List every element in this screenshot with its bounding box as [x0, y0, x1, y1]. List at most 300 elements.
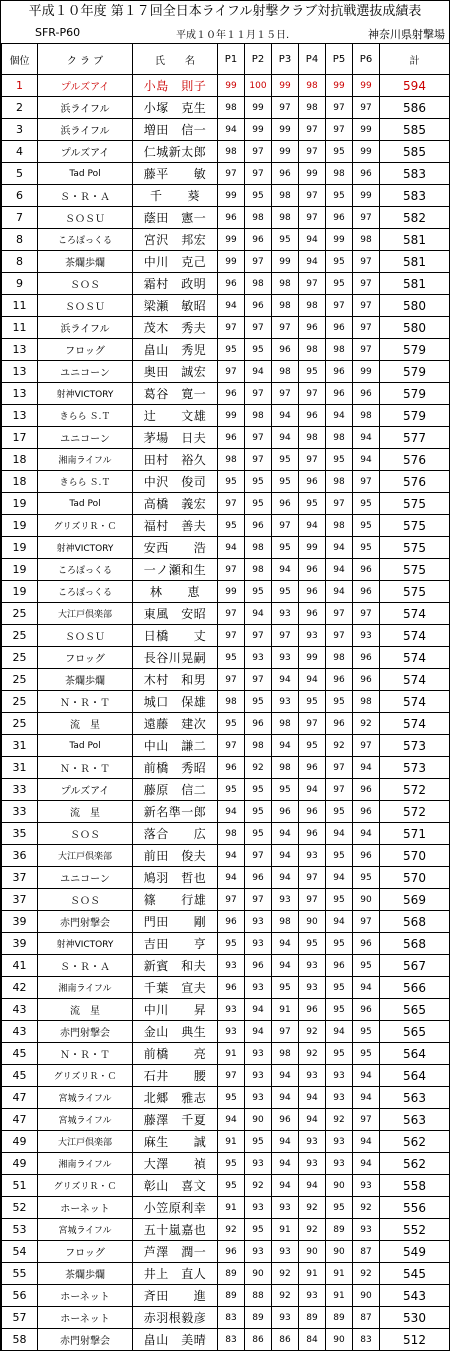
score-p2-cell: 95 [245, 493, 272, 515]
score-p1-cell: 94 [218, 119, 245, 141]
name-cell: 福村 善夫 [133, 515, 218, 537]
score-p4-cell: 95 [299, 933, 326, 955]
score-p6-cell: 94 [353, 1065, 380, 1087]
score-p5-cell: 94 [326, 559, 353, 581]
score-p3-cell: 95 [272, 471, 299, 493]
header-club: ク ラ ブ [38, 44, 133, 75]
score-p5-cell: 97 [326, 625, 353, 647]
club-cell: フロッグ [38, 339, 133, 361]
score-p5-cell: 95 [326, 185, 353, 207]
score-p2-cell: 97 [245, 845, 272, 867]
club-cell: ころぽっくる [38, 581, 133, 603]
rank-cell: 33 [2, 801, 38, 823]
name-cell: 奥田 誠宏 [133, 361, 218, 383]
score-p2-cell: 97 [245, 669, 272, 691]
name-cell: 畠山 美晴 [133, 1329, 218, 1351]
score-p5-cell: 95 [326, 999, 353, 1021]
score-p6-cell: 98 [353, 229, 380, 251]
score-p5-cell: 96 [326, 361, 353, 383]
table-header [2, 44, 450, 75]
table-row [2, 1329, 450, 1351]
score-p5-cell: 89 [326, 1219, 353, 1241]
score-p5-cell: 98 [326, 515, 353, 537]
table-row [2, 1285, 450, 1307]
club-cell: Ｎ・Ｒ・Ｔ [38, 757, 133, 779]
score-p4-cell: 97 [299, 119, 326, 141]
score-p6-cell: 97 [353, 295, 380, 317]
score-p6-cell: 95 [353, 867, 380, 889]
score-p1-cell: 95 [218, 471, 245, 493]
club-cell: 浜ライフル [38, 97, 133, 119]
score-p3-cell: 94 [272, 405, 299, 427]
score-p6-cell: 94 [353, 757, 380, 779]
club-cell: 大江戸倶楽部 [38, 1131, 133, 1153]
rank-cell: 49 [2, 1131, 38, 1153]
club-cell: ＳＯＳＵ [38, 295, 133, 317]
table-row [2, 911, 450, 933]
name-cell: 大澤 禎 [133, 1153, 218, 1175]
rank-cell: 13 [2, 405, 38, 427]
club-cell: Tad Pol [38, 735, 133, 757]
header-total: 計 [380, 44, 450, 75]
score-p6-cell: 93 [353, 1219, 380, 1241]
rank-cell: 54 [2, 1241, 38, 1263]
score-p1-cell: 96 [218, 273, 245, 295]
table-row [2, 141, 450, 163]
score-p1-cell: 96 [218, 977, 245, 999]
club-cell: プルズアイ [38, 75, 133, 97]
score-p2-cell: 99 [245, 97, 272, 119]
table-row [2, 1153, 450, 1175]
score-p6-cell: 92 [353, 1197, 380, 1219]
total-cell: 556 [380, 1197, 450, 1219]
score-p2-cell: 98 [245, 207, 272, 229]
score-p2-cell: 86 [245, 1329, 272, 1351]
table-row [2, 339, 450, 361]
score-p3-cell: 98 [272, 273, 299, 295]
table-row [2, 1131, 450, 1153]
total-cell: 543 [380, 1285, 450, 1307]
table-row [2, 185, 450, 207]
table-row [2, 1043, 450, 1065]
score-p2-cell: 96 [245, 867, 272, 889]
name-cell: 遠藤 建次 [133, 713, 218, 735]
score-p4-cell: 96 [299, 471, 326, 493]
table-row [2, 537, 450, 559]
total-cell: 552 [380, 1219, 450, 1241]
table-row [2, 317, 450, 339]
score-p4-cell: 94 [299, 1175, 326, 1197]
score-p5-cell: 90 [326, 1175, 353, 1197]
rank-cell: 39 [2, 933, 38, 955]
score-p6-cell: 97 [353, 207, 380, 229]
score-p3-cell: 92 [272, 1263, 299, 1285]
table-row [2, 471, 450, 493]
score-p2-cell: 98 [245, 559, 272, 581]
score-p6-cell: 97 [353, 735, 380, 757]
name-cell: 斉田 進 [133, 1285, 218, 1307]
score-p5-cell: 92 [326, 735, 353, 757]
score-p1-cell: 97 [218, 493, 245, 515]
score-p3-cell: 96 [272, 339, 299, 361]
rank-cell: 31 [2, 735, 38, 757]
table-row [2, 867, 450, 889]
score-p6-cell: 96 [353, 669, 380, 691]
rank-cell: 13 [2, 339, 38, 361]
rank-cell: 41 [2, 955, 38, 977]
total-cell: 574 [380, 669, 450, 691]
total-cell: 572 [380, 779, 450, 801]
club-cell: ホーネット [38, 1197, 133, 1219]
score-p4-cell: 96 [299, 823, 326, 845]
score-p4-cell: 93 [299, 1065, 326, 1087]
name-cell: 仁城新太郎 [133, 141, 218, 163]
score-p2-cell: 98 [245, 735, 272, 757]
score-p5-cell: 94 [326, 911, 353, 933]
score-p5-cell: 90 [326, 1329, 353, 1351]
table-row [2, 669, 450, 691]
rank-cell: 19 [2, 559, 38, 581]
club-cell: ユニコーン [38, 427, 133, 449]
rank-cell: 25 [2, 713, 38, 735]
score-p3-cell: 98 [272, 207, 299, 229]
score-p3-cell: 98 [272, 361, 299, 383]
rank-cell: 57 [2, 1307, 38, 1329]
table-row [2, 691, 450, 713]
score-p6-cell: 93 [353, 1175, 380, 1197]
rank-cell: 51 [2, 1175, 38, 1197]
rank-cell: 47 [2, 1109, 38, 1131]
score-p5-cell: 95 [326, 977, 353, 999]
total-cell: 581 [380, 273, 450, 295]
name-cell: 篠 行雄 [133, 889, 218, 911]
total-cell: 576 [380, 449, 450, 471]
score-p1-cell: 97 [218, 889, 245, 911]
score-p2-cell: 93 [245, 1197, 272, 1219]
score-p4-cell: 95 [299, 691, 326, 713]
name-cell: 赤羽根毅彦 [133, 1307, 218, 1329]
score-p3-cell: 98 [272, 713, 299, 735]
club-cell: 流 星 [38, 999, 133, 1021]
rank-cell: 19 [2, 493, 38, 515]
name-cell: 藤澤 千夏 [133, 1109, 218, 1131]
score-p2-cell: 96 [245, 955, 272, 977]
name-cell: 芦澤 潤一 [133, 1241, 218, 1263]
score-p1-cell: 99 [218, 405, 245, 427]
rank-cell: 17 [2, 427, 38, 449]
score-p1-cell: 97 [218, 317, 245, 339]
table-row [2, 1307, 450, 1329]
score-p6-cell: 95 [353, 955, 380, 977]
score-p4-cell: 94 [299, 251, 326, 273]
score-p1-cell: 96 [218, 757, 245, 779]
score-p4-cell: 90 [299, 1241, 326, 1263]
score-p5-cell: 98 [326, 339, 353, 361]
score-p4-cell: 94 [299, 1109, 326, 1131]
name-cell: 藤平 敏 [133, 163, 218, 185]
club-cell: 茶爛歩爛 [38, 669, 133, 691]
score-p6-cell: 99 [353, 141, 380, 163]
club-cell: Ｓ・Ｒ・Ａ [38, 185, 133, 207]
table-row [2, 735, 450, 757]
total-cell: 570 [380, 845, 450, 867]
score-p6-cell: 95 [353, 1021, 380, 1043]
total-cell: 579 [380, 383, 450, 405]
name-cell: 一ノ瀬和生 [133, 559, 218, 581]
total-cell: 549 [380, 1241, 450, 1263]
score-p6-cell: 96 [353, 999, 380, 1021]
rank-cell: 47 [2, 1087, 38, 1109]
score-p1-cell: 97 [218, 603, 245, 625]
score-p5-cell: 95 [326, 889, 353, 911]
score-p3-cell: 98 [272, 911, 299, 933]
name-cell: 小笠原利幸 [133, 1197, 218, 1219]
total-cell: 564 [380, 1065, 450, 1087]
total-cell: 581 [380, 229, 450, 251]
score-p4-cell: 93 [299, 1131, 326, 1153]
score-p2-cell: 95 [245, 581, 272, 603]
score-p1-cell: 97 [218, 669, 245, 691]
score-p2-cell: 92 [245, 757, 272, 779]
name-cell: 新名準一郎 [133, 801, 218, 823]
name-cell: 蔭田 憲一 [133, 207, 218, 229]
table-row [2, 1219, 450, 1241]
score-p5-cell: 97 [326, 779, 353, 801]
club-cell: グリズリＲ・Ｃ [38, 1065, 133, 1087]
score-p6-cell: 97 [353, 603, 380, 625]
score-p5-cell: 90 [326, 1241, 353, 1263]
rank-cell: 25 [2, 669, 38, 691]
total-cell: 580 [380, 295, 450, 317]
name-cell: 高橋 義宏 [133, 493, 218, 515]
club-cell: ころぽっくる [38, 559, 133, 581]
score-p1-cell: 95 [218, 713, 245, 735]
score-p2-cell: 95 [245, 823, 272, 845]
score-p2-cell: 95 [245, 691, 272, 713]
score-p6-cell: 95 [353, 1043, 380, 1065]
header-p5: P5 [326, 44, 353, 75]
name-cell: 中沢 俊司 [133, 471, 218, 493]
score-p1-cell: 95 [218, 515, 245, 537]
total-cell: 563 [380, 1087, 450, 1109]
total-cell: 576 [380, 471, 450, 493]
name-cell: 畠山 秀児 [133, 339, 218, 361]
score-p6-cell: 94 [353, 977, 380, 999]
score-p1-cell: 95 [218, 933, 245, 955]
rank-cell: 25 [2, 625, 38, 647]
score-p1-cell: 98 [218, 449, 245, 471]
rank-cell: 3 [2, 119, 38, 141]
score-p1-cell: 83 [218, 1307, 245, 1329]
club-cell: ユニコーン [38, 867, 133, 889]
rank-cell: 19 [2, 515, 38, 537]
rank-cell: 33 [2, 779, 38, 801]
table-row [2, 273, 450, 295]
name-cell: 木村 和男 [133, 669, 218, 691]
score-p4-cell: 94 [299, 515, 326, 537]
score-p4-cell: 97 [299, 273, 326, 295]
score-p3-cell: 98 [272, 757, 299, 779]
score-p1-cell: 97 [218, 361, 245, 383]
rank-cell: 4 [2, 141, 38, 163]
table-row [2, 1263, 450, 1285]
score-p2-cell: 88 [245, 1285, 272, 1307]
club-cell: 流 星 [38, 801, 133, 823]
score-p1-cell: 95 [218, 779, 245, 801]
total-cell: 582 [380, 207, 450, 229]
score-p6-cell: 98 [353, 405, 380, 427]
score-p2-cell: 99 [245, 119, 272, 141]
table-row [2, 625, 450, 647]
score-p4-cell: 99 [299, 647, 326, 669]
score-p2-cell: 93 [245, 1087, 272, 1109]
name-cell: 小島 則子 [133, 75, 218, 97]
score-p3-cell: 96 [272, 801, 299, 823]
score-p3-cell: 95 [272, 537, 299, 559]
total-cell: 579 [380, 339, 450, 361]
score-p6-cell: 97 [353, 911, 380, 933]
score-p4-cell: 96 [299, 999, 326, 1021]
score-p2-cell: 93 [245, 911, 272, 933]
table-row [2, 251, 450, 273]
club-cell: ＳＯＳ [38, 889, 133, 911]
score-p3-cell: 93 [272, 647, 299, 669]
score-p6-cell: 99 [353, 361, 380, 383]
score-p3-cell: 98 [272, 295, 299, 317]
score-p2-cell: 94 [245, 603, 272, 625]
score-p6-cell: 96 [353, 163, 380, 185]
score-p4-cell: 98 [299, 339, 326, 361]
table-row [2, 1021, 450, 1043]
score-p4-cell: 95 [299, 735, 326, 757]
score-p1-cell: 97 [218, 735, 245, 757]
score-p3-cell: 93 [272, 1307, 299, 1329]
table-row [2, 801, 450, 823]
score-p4-cell: 93 [299, 845, 326, 867]
name-cell: 城口 保雄 [133, 691, 218, 713]
table-row [2, 1197, 450, 1219]
score-p5-cell: 95 [326, 1043, 353, 1065]
score-p3-cell: 97 [272, 317, 299, 339]
score-p3-cell: 94 [272, 933, 299, 955]
rank-cell: 8 [2, 229, 38, 251]
score-p6-cell: 97 [353, 339, 380, 361]
score-p5-cell: 99 [326, 75, 353, 97]
score-p5-cell: 95 [326, 933, 353, 955]
score-p6-cell: 96 [353, 933, 380, 955]
rank-cell: 2 [2, 97, 38, 119]
score-p2-cell: 93 [245, 1153, 272, 1175]
score-p3-cell: 99 [272, 119, 299, 141]
table-row [2, 889, 450, 911]
score-p2-cell: 98 [245, 537, 272, 559]
rank-cell: 25 [2, 603, 38, 625]
rank-cell: 9 [2, 273, 38, 295]
name-cell: 中川 昇 [133, 999, 218, 1021]
score-p5-cell: 93 [326, 1065, 353, 1087]
club-cell: 湘南ライフル [38, 977, 133, 999]
score-p6-cell: 97 [353, 251, 380, 273]
score-p1-cell: 94 [218, 801, 245, 823]
score-p3-cell: 94 [272, 1175, 299, 1197]
score-p4-cell: 97 [299, 889, 326, 911]
table-row-winner [2, 75, 450, 97]
rank-cell: 36 [2, 845, 38, 867]
rank-cell: 45 [2, 1043, 38, 1065]
score-p5-cell: 95 [326, 801, 353, 823]
score-p2-cell: 97 [245, 317, 272, 339]
score-p2-cell: 96 [245, 713, 272, 735]
total-cell: 579 [380, 361, 450, 383]
name-cell: 宮沢 邦宏 [133, 229, 218, 251]
rank-cell: 19 [2, 581, 38, 603]
rank-cell: 7 [2, 207, 38, 229]
score-p6-cell: 99 [353, 119, 380, 141]
score-p5-cell: 92 [326, 1109, 353, 1131]
score-p6-cell: 90 [353, 1285, 380, 1307]
event-date: 平成１０年１１月１５日. [176, 30, 290, 41]
score-p4-cell: 96 [299, 757, 326, 779]
score-p5-cell: 94 [326, 867, 353, 889]
score-p3-cell: 94 [272, 1065, 299, 1087]
table-body [2, 75, 450, 1351]
score-p1-cell: 91 [218, 1043, 245, 1065]
name-cell: 千 葵 [133, 185, 218, 207]
score-p4-cell: 98 [299, 427, 326, 449]
score-p4-cell: 96 [299, 581, 326, 603]
score-p5-cell: 91 [326, 1285, 353, 1307]
score-p5-cell: 96 [326, 713, 353, 735]
club-cell: Tad Pol [38, 163, 133, 185]
rank-cell: 35 [2, 823, 38, 845]
score-p1-cell: 97 [218, 625, 245, 647]
score-p6-cell: 97 [353, 97, 380, 119]
club-cell: 茶爛歩爛 [38, 251, 133, 273]
score-p4-cell: 96 [299, 559, 326, 581]
score-p5-cell: 93 [326, 1153, 353, 1175]
club-cell: 茶爛歩爛 [38, 1263, 133, 1285]
club-cell: Ｎ・Ｒ・Ｔ [38, 1043, 133, 1065]
score-p4-cell: 97 [299, 141, 326, 163]
rank-cell: 8 [2, 251, 38, 273]
results-table [1, 43, 450, 1351]
score-p2-cell: 90 [245, 1109, 272, 1131]
rank-cell: 18 [2, 449, 38, 471]
rank-cell: 11 [2, 317, 38, 339]
club-cell: ユニコーン [38, 361, 133, 383]
score-p3-cell: 96 [272, 493, 299, 515]
header-p6: P6 [353, 44, 380, 75]
score-p6-cell: 95 [353, 515, 380, 537]
total-cell: 562 [380, 1131, 450, 1153]
score-p2-cell: 95 [245, 339, 272, 361]
rank-cell: 52 [2, 1197, 38, 1219]
header-p2: P2 [245, 44, 272, 75]
table-row [2, 779, 450, 801]
score-p6-cell: 96 [353, 581, 380, 603]
total-cell: 579 [380, 405, 450, 427]
score-p6-cell: 99 [353, 185, 380, 207]
score-p5-cell: 96 [326, 207, 353, 229]
table-row [2, 449, 450, 471]
table-row [2, 229, 450, 251]
score-p1-cell: 97 [218, 163, 245, 185]
name-cell: 井上 直人 [133, 1263, 218, 1285]
club-cell: ＳＯＳＵ [38, 207, 133, 229]
name-cell: 茂木 秀夫 [133, 317, 218, 339]
rank-cell: 39 [2, 911, 38, 933]
score-p2-cell: 93 [245, 977, 272, 999]
